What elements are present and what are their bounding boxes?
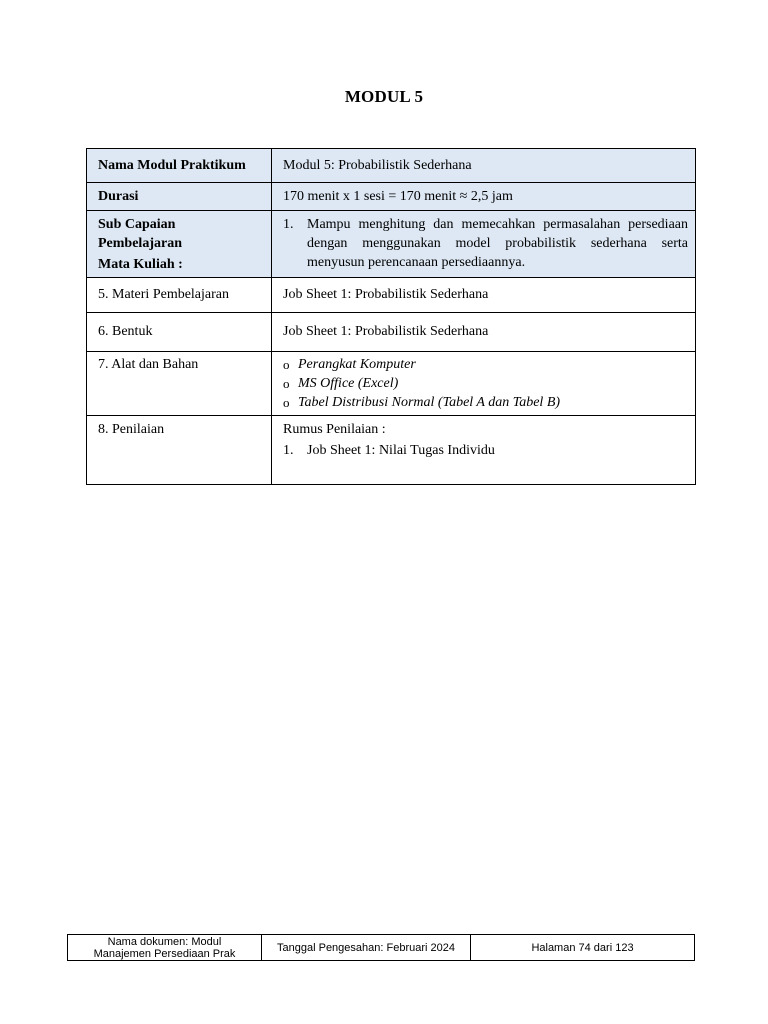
- sub-capaian-label: [87, 211, 272, 278]
- table-row-sub-capaian: [87, 211, 696, 278]
- table-row-nama-modul: [87, 149, 696, 183]
- table-row-alat: [87, 352, 696, 416]
- list-item-text: Perangkat Komputer: [298, 357, 416, 372]
- sub-capaian-label-line: Sub Capaian: [98, 217, 176, 232]
- footer-date: Tanggal Pengesahan: Februari 2024: [262, 935, 471, 961]
- sub-capaian-label-line: Mata Kuliah :: [98, 257, 183, 272]
- table-row-bentuk: [87, 313, 696, 352]
- materi-label: 5. Materi Pembelajaran: [87, 278, 272, 313]
- footer-doc-name: [68, 935, 262, 961]
- list-item: [283, 374, 688, 393]
- list-item-text: Mampu menghitung dan memecahkan permasalahan persediaan dengan menggunakan model probabilistik sederhana serta menyusun perencanaan persediaannya.: [307, 217, 688, 270]
- durasi-value: 170 menit x 1 sesi = 170 menit ≈ 2,5 jam: [272, 183, 696, 211]
- bentuk-value: Job Sheet 1: Probabilistik Sederhana: [272, 313, 696, 352]
- bullet-icon: o: [283, 357, 290, 372]
- list-item: [283, 355, 688, 374]
- sub-capaian-label-line: Pembelajaran: [98, 236, 182, 251]
- module-info-table: [86, 148, 696, 485]
- list-item-text: Tabel Distribusi Normal (Tabel A dan Tabel B): [298, 395, 561, 410]
- table-row-materi: [87, 278, 696, 313]
- durasi-label: Durasi: [87, 183, 272, 211]
- footer-doc-name-line: Nama dokumen: Modul: [107, 935, 222, 948]
- list-item: [283, 215, 688, 272]
- penilaian-label: 8. Penilaian: [87, 416, 272, 485]
- nama-modul-label: Nama Modul Praktikum: [87, 149, 272, 183]
- list-item: [283, 441, 688, 460]
- page-footer: [67, 934, 695, 961]
- bullet-icon: o: [283, 395, 290, 410]
- table-row-durasi: [87, 183, 696, 211]
- footer-doc-name-line: Manajemen Persediaan Prak: [93, 947, 236, 960]
- materi-value: Job Sheet 1: Probabilistik Sederhana: [272, 278, 696, 313]
- bullet-icon: o: [283, 376, 290, 391]
- table-row-penilaian: [87, 416, 696, 485]
- penilaian-heading: Rumus Penilaian :: [283, 422, 386, 437]
- alat-value: [272, 352, 696, 416]
- page-title: MODUL 5: [344, 87, 424, 106]
- alat-label: 7. Alat dan Bahan: [87, 352, 272, 416]
- list-item-text: MS Office (Excel): [298, 376, 399, 391]
- sub-capaian-value: [272, 211, 696, 278]
- footer-page-number: Halaman 74 dari 123: [471, 935, 695, 961]
- bentuk-label: 6. Bentuk: [87, 313, 272, 352]
- penilaian-value: [272, 416, 696, 485]
- list-item-number: 1.: [283, 443, 294, 458]
- list-item-number: 1.: [283, 217, 294, 232]
- list-item: [283, 393, 688, 412]
- list-item-text: Job Sheet 1: Nilai Tugas Individu: [307, 443, 495, 458]
- nama-modul-value: Modul 5: Probabilistik Sederhana: [272, 149, 696, 183]
